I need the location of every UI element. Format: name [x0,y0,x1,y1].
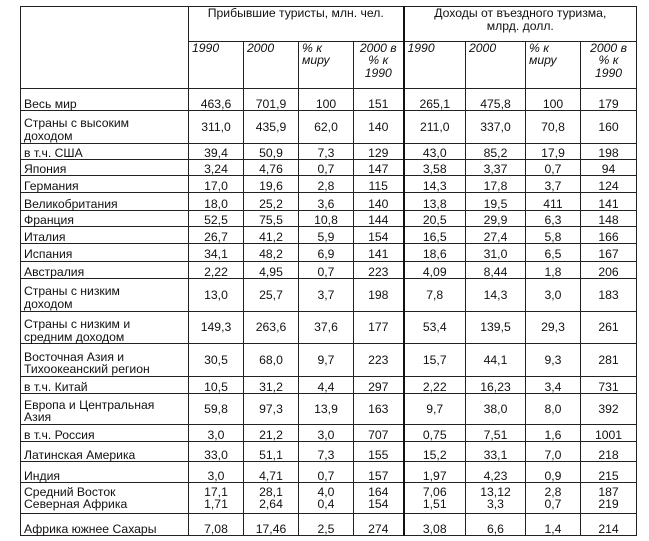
row-label [21,279,189,312]
table-row [21,344,637,377]
cell: 33,0 [189,442,244,462]
cell: 26,7 [189,227,244,244]
cell: 25,2 [244,193,299,210]
cell: 163 [354,394,404,425]
header-corner-cell [21,7,189,89]
cell: 281 [581,344,637,377]
cell: 27,4 [466,227,526,244]
cell: 149,3 [189,311,244,344]
cell: 115 [354,176,404,193]
cell: 157 [354,462,404,482]
cell: 70,8 [526,110,581,143]
cell: 124 [581,176,637,193]
cell: 68,0 [244,344,299,377]
subcol-idx-label-1: 2000 в [590,40,627,55]
cell-line1: 17,1 [204,484,228,499]
cell: 261 [581,311,637,344]
cell: 1,97 [404,462,466,482]
cell: 4,09 [404,261,466,278]
cell: 13,9 [299,394,354,425]
cell [244,482,299,514]
cell: 51,1 [244,442,299,462]
header-receipts [404,7,637,42]
cell: 140 [354,110,404,143]
cell: 43,0 [404,143,466,159]
cell: 214 [581,514,637,536]
cell: 311,0 [189,110,244,143]
cell: 19,5 [466,193,526,210]
cell-line2: 3,3 [487,497,504,512]
subcol-1990-receipts: 1990 [404,41,466,88]
cell: 274 [354,514,404,536]
table-row [21,88,637,110]
cell: 0,7 [299,159,354,175]
cell: 7,08 [189,514,244,536]
row-label: Латинская Америка [21,442,189,462]
cell: 41,2 [244,227,299,244]
cell: 94 [581,159,637,175]
cell: 148 [581,210,637,226]
cell: 33,1 [466,442,526,462]
cell: 1001 [581,424,637,441]
cell: 8,0 [526,394,581,425]
cell: 7,0 [526,442,581,462]
cell: 183 [581,279,637,312]
cell: 0,9 [526,462,581,482]
cell: 3,24 [189,159,244,175]
row-label-line1: Средний Восток [24,484,116,499]
header-row-groups [21,7,637,42]
row-label-line2: средним доходом [24,329,125,344]
table-row [21,110,637,143]
cell: 475,8 [466,88,526,110]
cell: 3,0 [189,462,244,482]
cell: 2,22 [189,261,244,278]
row-label: Австралия [21,261,189,278]
cell-line1: 13,12 [480,484,511,499]
cell: 411 [526,193,581,210]
row-label: в т.ч. США [21,143,189,159]
row-label [21,110,189,143]
subcol-idx-label-2: % к [368,53,389,68]
cell: 100 [526,88,581,110]
cell [526,482,581,514]
cell: 48,2 [244,244,299,261]
cell: 198 [354,279,404,312]
cell: 8,44 [466,261,526,278]
cell: 3,58 [404,159,466,175]
cell: 17,46 [244,514,299,536]
cell: 155 [354,442,404,462]
subcol-idx-label-1: 2000 в [359,40,397,55]
cell-line1: 4,0 [317,484,335,499]
cell: 179 [581,88,637,110]
cell: 0,7 [299,462,354,482]
table-row [21,424,637,441]
row-label-line2: доходом [24,128,73,143]
cell: 85,2 [466,143,526,159]
cell: 177 [354,311,404,344]
table-row [21,210,637,226]
cell [404,482,466,514]
table-row [21,376,637,393]
cell-line1: 187 [598,484,619,499]
cell: 144 [354,210,404,226]
subcol-index-receipts [581,41,637,88]
subcol-pct-label-1: % к [302,40,322,55]
cell: 39,4 [189,143,244,159]
cell: 263,6 [244,311,299,344]
cell: 10,5 [189,376,244,393]
row-label [21,344,189,377]
cell: 3,7 [299,279,354,312]
cell: 140 [354,193,404,210]
cell: 151 [354,88,404,110]
cell: 218 [581,442,637,462]
cell: 20,5 [404,210,466,226]
cell: 100 [299,88,354,110]
cell: 3,7 [526,176,581,193]
row-label: в т.ч. Россия [21,424,189,441]
cell: 1,4 [526,514,581,536]
cell: 1,8 [526,261,581,278]
subcol-2000-arrivals: 2000 [244,41,299,88]
cell: 21,2 [244,424,299,441]
subcol-1990-arrivals: 1990 [189,41,244,88]
cell: 38,0 [466,394,526,425]
cell: 4,4 [299,376,354,393]
cell: 4,23 [466,462,526,482]
row-label-line2: Северная Африка [24,497,128,512]
subcol-idx-label-2: % к [598,53,619,68]
row-label: Испания [21,244,189,261]
cell: 463,6 [189,88,244,110]
cell: 154 [354,227,404,244]
cell: 14,3 [466,279,526,312]
cell: 160 [581,110,637,143]
table-row [21,143,637,159]
cell-line1: 7,06 [422,484,447,499]
table-row [21,176,637,193]
cell: 9,7 [404,394,466,425]
row-label-line1: Страны с низким и [24,317,131,332]
cell: 18,0 [189,193,244,210]
row-label-line2: доходом [24,297,73,312]
table-row [21,514,637,536]
subcol-pct-label-2: миру [302,53,330,68]
cell: 30,5 [189,344,244,377]
cell: 3,4 [526,376,581,393]
table-row [21,159,637,175]
cell: 392 [581,394,637,425]
cell: 141 [581,193,637,210]
cell: 17,0 [189,176,244,193]
cell: 297 [354,376,404,393]
cell: 62,0 [299,110,354,143]
cell: 29,9 [466,210,526,226]
cell: 3,08 [404,514,466,536]
subcol-idx-label-3: 1990 [364,65,392,80]
cell: 6,5 [526,244,581,261]
table-row [21,394,637,425]
cell: 3,0 [189,424,244,441]
subcol-pct-label-1: % к [529,40,549,55]
cell: 10,8 [299,210,354,226]
cell: 37,6 [299,311,354,344]
tourism-table [20,6,637,536]
row-label: Весь мир [21,88,189,110]
cell: 5,9 [299,227,354,244]
row-label-line1: Страны с низким [24,284,120,299]
row-label: Великобритания [21,193,189,210]
row-label [21,482,189,514]
cell: 31,2 [244,376,299,393]
cell-line1: 164 [368,484,389,499]
cell [466,482,526,514]
cell: 59,8 [189,394,244,425]
row-label: Германия [21,176,189,193]
table-row [21,279,637,312]
cell: 17,8 [466,176,526,193]
cell: 166 [581,227,637,244]
cell: 147 [354,159,404,175]
cell [189,482,244,514]
cell: 141 [354,244,404,261]
cell: 2,8 [299,176,354,193]
cell: 167 [581,244,637,261]
cell: 0,7 [526,159,581,175]
cell: 3,6 [299,193,354,210]
cell-line2: 0,4 [317,497,335,512]
cell: 7,8 [404,279,466,312]
cell: 435,9 [244,110,299,143]
cell: 29,3 [526,311,581,344]
cell: 3,0 [299,424,354,441]
cell-line2: 154 [368,497,389,512]
row-label [21,311,189,344]
cell: 215 [581,462,637,482]
cell: 4,95 [244,261,299,278]
subcol-pct-world-receipts [526,41,581,88]
cell: 198 [581,143,637,159]
cell [354,482,404,514]
row-label-line1: Страны с высоким [24,116,130,131]
row-label: Франция [21,210,189,226]
cell: 3,0 [526,279,581,312]
cell-line1: 2,8 [544,484,562,499]
cell-line2: 219 [598,497,619,512]
cell [299,482,354,514]
cell: 211,0 [404,110,466,143]
cell: 13,0 [189,279,244,312]
cell: 15,7 [404,344,466,377]
cell: 7,3 [299,143,354,159]
cell: 337,0 [466,110,526,143]
cell: 139,5 [466,311,526,344]
cell-line2: 2,64 [259,497,283,512]
cell: 15,2 [404,442,466,462]
cell: 16,5 [404,227,466,244]
cell: 265,1 [404,88,466,110]
cell-line2: 0,7 [544,497,562,512]
header-receipts-line2: млрд. долл. [486,18,554,33]
cell: 16,23 [466,376,526,393]
table-row [21,193,637,210]
cell: 2,5 [299,514,354,536]
cell: 52,5 [189,210,244,226]
cell: 223 [354,261,404,278]
table-row [21,227,637,244]
cell [581,482,637,514]
cell: 9,3 [526,344,581,377]
cell: 3,37 [466,159,526,175]
table-row [21,244,637,261]
row-label-line2: Тихоокеанский регион [24,362,150,377]
row-label-line1: Европа и Центральная [24,397,155,412]
cell: 97,3 [244,394,299,425]
header-receipts-line1: Доходы от въездного туризма, [434,6,607,20]
cell: 701,9 [244,88,299,110]
row-label: Индия [21,462,189,482]
subcol-index-arrivals [354,41,404,88]
cell-line1: 28,1 [259,484,283,499]
cell: 707 [354,424,404,441]
row-label: Африка южнее Сахары [21,514,189,536]
row-label-line1: Восточная Азия и [24,349,125,364]
cell: 13,8 [404,193,466,210]
cell: 18,6 [404,244,466,261]
header-arrivals: Прибывшие туристы, млн. чел. [189,7,404,42]
cell: 9,7 [299,344,354,377]
cell: 1,6 [526,424,581,441]
row-label [21,394,189,425]
subcol-idx-label-3: 1990 [594,65,623,80]
table-row [21,462,637,482]
cell: 53,4 [404,311,466,344]
cell: 5,8 [526,227,581,244]
cell: 19,6 [244,176,299,193]
cell: 2,22 [404,376,466,393]
table-row [21,261,637,278]
table-row [21,311,637,344]
subcol-pct-label-2: миру [529,53,557,68]
table-row [21,442,637,462]
row-label: Япония [21,159,189,175]
cell: 75,5 [244,210,299,226]
cell: 6,9 [299,244,354,261]
cell: 25,7 [244,279,299,312]
cell: 4,76 [244,159,299,175]
row-label-line2: Азия [24,410,52,425]
cell-line2: 1,71 [204,497,228,512]
cell: 6,6 [466,514,526,536]
cell: 17,9 [526,143,581,159]
subcol-2000-receipts: 2000 [466,41,526,88]
cell: 129 [354,143,404,159]
subcol-pct-world-arrivals [299,41,354,88]
cell: 31,0 [466,244,526,261]
cell: 14,3 [404,176,466,193]
cell-line2: 1,51 [422,497,447,512]
cell: 44,1 [466,344,526,377]
cell: 7,3 [299,442,354,462]
table-row [21,482,637,514]
cell: 34,1 [189,244,244,261]
cell: 7,51 [466,424,526,441]
row-label: Италия [21,227,189,244]
cell: 4,71 [244,462,299,482]
cell: 0,75 [404,424,466,441]
cell: 50,9 [244,143,299,159]
row-label: в т.ч. Китай [21,376,189,393]
cell: 223 [354,344,404,377]
cell: 731 [581,376,637,393]
cell: 6,3 [526,210,581,226]
cell: 0,7 [299,261,354,278]
cell: 206 [581,261,637,278]
